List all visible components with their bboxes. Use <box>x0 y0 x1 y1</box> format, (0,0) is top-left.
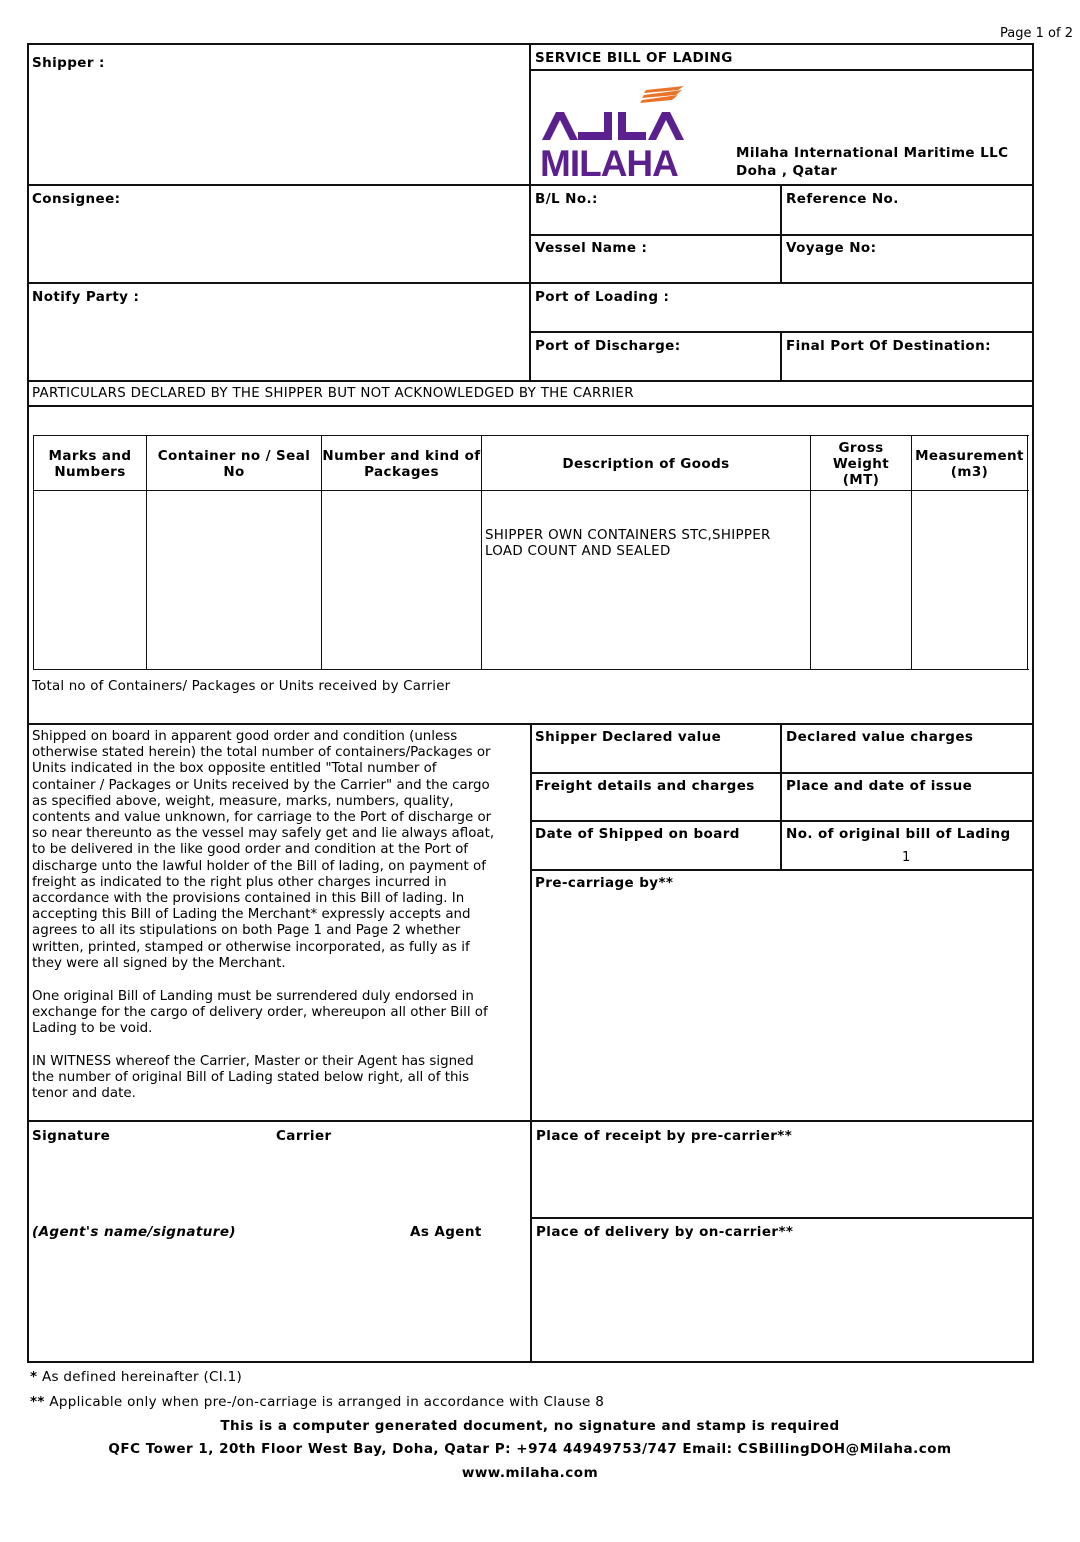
footnote-2-mark: ** <box>30 1394 45 1410</box>
col-gross-weight: Gross Weight (MT) <box>832 439 890 488</box>
declared-value-charges-label: Declared value charges <box>786 729 974 745</box>
terms-paragraph-3: IN WITNESS whereof the Carrier, Master or their Agent has signed the number of original Bill of Lading stated below right, all of this tenor and date. <box>32 1054 474 1102</box>
document-title: SERVICE BILL OF LADING <box>535 50 733 66</box>
footer-address: QFC Tower 1, 20th Floor West Bay, Doha, Qatar P: +974 44949753/747 Email: CSBillingDOH@Milaha.com <box>108 1441 952 1457</box>
particulars-heading: PARTICULARS DECLARED BY THE SHIPPER BUT NOT ACKNOWLEDGED BY THE CARRIER <box>32 386 634 401</box>
footnote-2 <box>30 1394 604 1410</box>
voyage-no-label: Voyage No: <box>786 240 877 256</box>
col-packages: Number and kind of Packages <box>322 447 481 480</box>
place-of-delivery-label: Place of delivery by on-carrier** <box>536 1224 794 1240</box>
no-original-bl-label: No. of original bill of Lading <box>786 826 1011 842</box>
footnote-1-mark: * <box>30 1369 38 1385</box>
reference-no-label: Reference No. <box>786 191 899 207</box>
footnote-1-text: As defined hereinafter (CI.1) <box>41 1369 243 1385</box>
terms-paragraph-1: Shipped on board in apparent good order and condition (unless otherwise stated herein) the total number of containers/Packages or Units indicated in the box opposite entitled "Total number of container / Packages or Units received by the Carrier" and the cargo as specified above, weight, measure, marks, numbers, quality, contents and value unknown, for carriage to the Port of discharge or so near thereunto as the vessel may safely get and lie always afloat, to be delivered in the like good order and condition at the Port of discharge unto the lawful holder of the Bill of lading, on payment of freight as indicated to the right plus other charges incurred in accordance with the provisions contained in this Bill of lading. In accepting this Bill of Lading the Merchant* expressly accepts and agrees to all its stipulations on both Page 1 and Page 2 whether written, printed, stamped or otherwise incorporated, as fully as if they were all signed by the Merchant. <box>32 729 495 971</box>
col-measurement: Measurement (m3) <box>915 447 1024 480</box>
total-containers-label: Total no of Containers/ Packages or Units received by Carrier <box>32 679 451 694</box>
terms-paragraph-2: One original Bill of Landing must be surrendered duly endorsed in exchange for the cargo of delivery order, whereupon all other Bill of Lading to be void. <box>32 989 488 1037</box>
col-marks-numbers: Marks and Numbers <box>48 447 132 480</box>
freight-details-label: Freight details and charges <box>535 778 755 794</box>
port-of-loading-label: Port of Loading : <box>535 289 670 305</box>
footer-disclaimer: This is a computer generated document, no signature and stamp is required <box>220 1418 840 1434</box>
consignee-label: Consignee: <box>32 191 121 207</box>
place-of-receipt-label: Place of receipt by pre-carrier** <box>536 1128 793 1144</box>
bl-no-label: B/L No.: <box>535 191 598 207</box>
notify-party-label: Notify Party : <box>32 289 140 305</box>
goods-description: SHIPPER OWN CONTAINERS STC,SHIPPER LOAD COUNT AND SEALED <box>485 528 771 560</box>
logo-wordmark: MILAHA <box>540 143 678 180</box>
footnote-1 <box>30 1369 242 1385</box>
page-number: Page 1 of 2 <box>1000 26 1073 41</box>
footnote-2-text: Applicable only when pre-/on-carriage is arranged in accordance with Clause 8 <box>49 1394 605 1410</box>
as-agent-label: As Agent <box>410 1224 482 1240</box>
shipper-declared-value-label: Shipper Declared value <box>535 729 722 745</box>
no-original-bl-value: 1 <box>902 850 911 865</box>
agent-name-label: (Agent's name/signature) <box>32 1224 236 1240</box>
port-of-discharge-label: Port of Discharge: <box>535 338 681 354</box>
footer-website[interactable]: www.milaha.com <box>461 1465 599 1481</box>
shipper-label: Shipper : <box>32 55 105 71</box>
final-port-label: Final Port Of Destination: <box>786 338 991 354</box>
carrier-label: Carrier <box>276 1128 332 1144</box>
col-container-seal: Container no / Seal No <box>157 447 311 480</box>
milaha-logo <box>538 84 698 180</box>
col-description: Description of Goods <box>562 455 730 472</box>
company-location: Doha , Qatar <box>736 163 838 179</box>
date-shipped-label: Date of Shipped on board <box>535 826 740 842</box>
signature-label: Signature <box>32 1128 111 1144</box>
company-name: Milaha International Maritime LLC <box>736 145 1009 161</box>
milaha-logo-mark <box>538 84 698 180</box>
vessel-name-label: Vessel Name : <box>535 240 648 256</box>
place-date-issue-label: Place and date of issue <box>786 778 973 794</box>
pre-carriage-label: Pre-carriage by** <box>535 875 674 891</box>
